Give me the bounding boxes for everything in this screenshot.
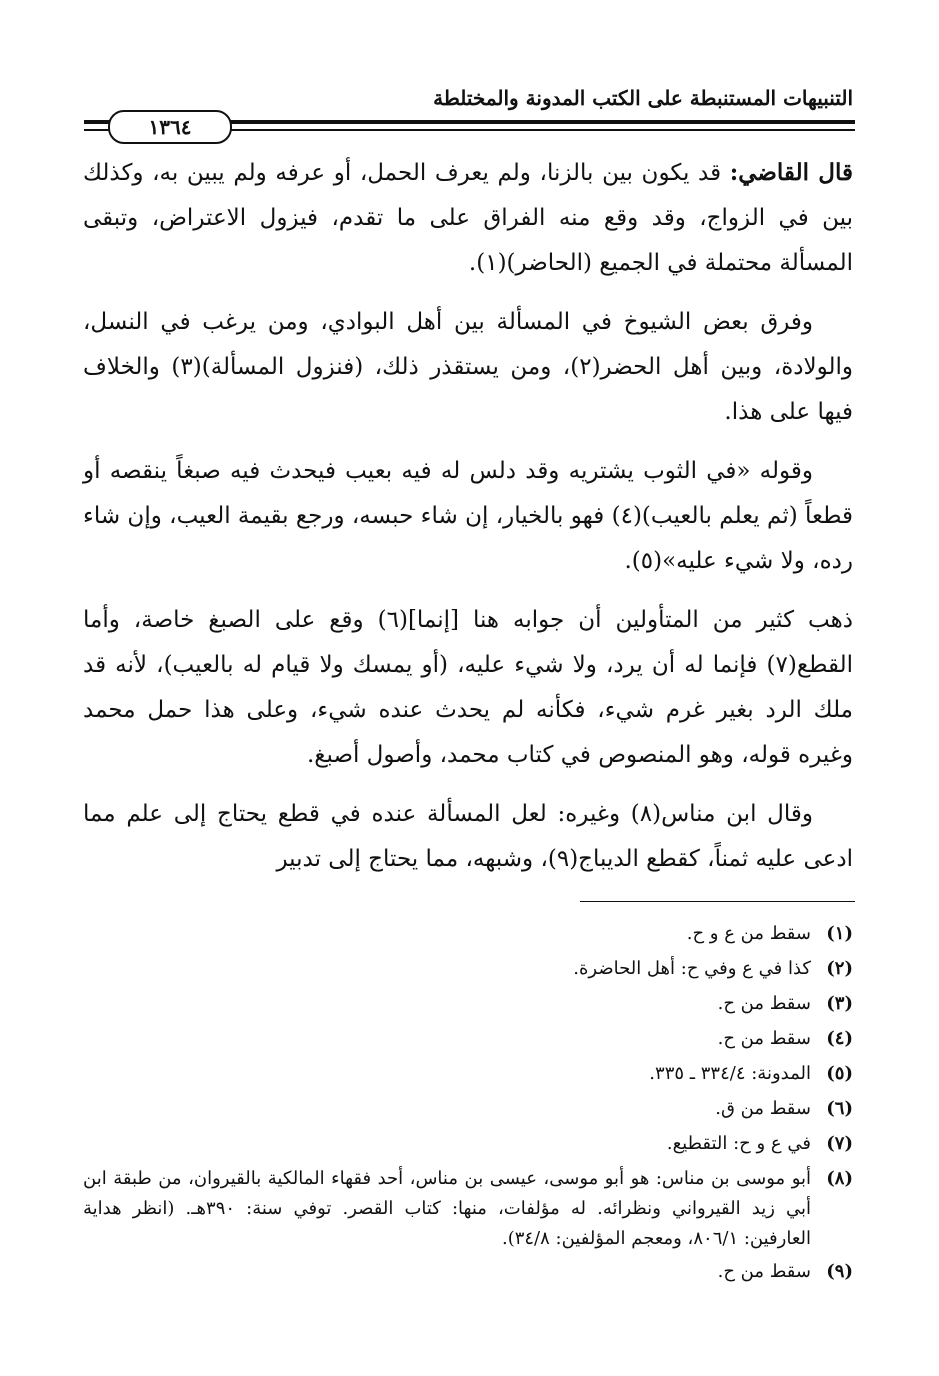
footnote-number: (٨) [826, 1168, 853, 1189]
footnote-number: (٢) [826, 958, 853, 979]
footnote-text: سقط من ق. [715, 1098, 811, 1119]
footnote-separator [580, 901, 855, 902]
footnote [83, 1161, 853, 1254]
footnote [83, 1126, 853, 1161]
footnote-text: في ع و ح: التقطيع. [666, 1133, 811, 1154]
paragraph-5: وقال ابن مناس(٨) وغيره: لعل المسألة عنده في قطع يحتاج إلى علم مما ادعى عليه ثمناً، كقطع الديباج(٩)، وشبهه، مما يحتاج إلى تدبير [83, 801, 853, 872]
footnote-number: (٩) [826, 1261, 853, 1282]
main-text [83, 150, 853, 896]
footnote-number: (٣) [826, 993, 853, 1014]
footnote [83, 1056, 853, 1091]
footnote-text: المدونة: ٣٣٤/٤ ـ ٣٣٥. [649, 1063, 811, 1084]
footnote-text: أبو موسى بن مناس: هو أبو موسى، عيسى بن مناس، أحد فقهاء المالكية بالقيروان، من طبقة ابن أبي زيد القيرواني ونظرائه. له مؤلفات، منها: كتاب القصر. توفي سنة: ٣٩٠هـ. (انظر هداية العارفين: ٨٠٦/١، ومعجم المؤلفين: ٣٤/٨). [83, 1168, 812, 1249]
footnote [83, 986, 853, 1021]
footnote [83, 1021, 853, 1056]
footnote-number: (٧) [826, 1133, 853, 1154]
footnote-number: (١) [826, 923, 853, 944]
paragraph-3: وقوله «في الثوب يشتريه وقد دلس له فيه بعيب فيحدث فيه صبغاً ينقصه أو قطعاً (ثم يعلم بالعيب)(٤) فهو بالخيار، إن شاء حبسه، ورجع بقيمة العيب، وإن شاء رده، ولا شيء عليه»(٥). [83, 458, 853, 574]
footnote-number: (٥) [826, 1063, 853, 1084]
page-number: ١٣٦٤ [108, 110, 232, 144]
footnote-number: (٤) [826, 1028, 853, 1049]
footnote [83, 951, 853, 986]
footnote-text: سقط من ح. [717, 1028, 811, 1049]
footnote-text: سقط من ح. [717, 993, 811, 1014]
footnote [83, 1091, 853, 1126]
footnote-text: سقط من ح. [717, 1261, 811, 1282]
footnote-text: كذا في ع وفي ح: أهل الحاضرة. [573, 958, 811, 979]
footnotes [83, 916, 853, 1289]
footnote-number: (٦) [826, 1098, 853, 1119]
footnote-text: سقط من ع و ح. [686, 923, 811, 944]
footnote [83, 916, 853, 951]
paragraph-2: وفرق بعض الشيوخ في المسألة بين أهل البوادي، ومن يرغب في النسل، والولادة، وبين أهل الحضر(٢)، ومن يستقذر ذلك، (فنزول المسألة)(٣) والخلاف فيها على هذا. [83, 309, 854, 425]
speaker-label: قال القاضي: [729, 159, 853, 186]
paragraph-1 [83, 150, 853, 286]
footnote [83, 1254, 853, 1289]
paragraph-text: قد يكون بين بالزنا، ولم يعرف الحمل، أو عرفه ولم يبين به، وكذلك بين في الزواج، وقد وقع منه الفراق على ما تقدم، فيزول الاعتراض، وتبقى المسألة محتملة في الجميع (الحاضر)(١). [83, 160, 853, 276]
running-title: التنبيهات المستنبطة على الكتب المدونة والمختلطة [433, 86, 853, 110]
paragraph-4: ذهب كثير من المتأولين أن جوابه هنا [إنما](٦) وقع على الصبغ خاصة، وأما القطع(٧) فإنما له أن يرد، ولا شيء عليه، (أو يمسك ولا قيام له بالعيب)، لأنه قد ملك الرد بغير غرم شيء، فكأنه لم يحدث عنده شيء، وعلى هذا حمل محمد وغيره قوله، وهو المنصوص في كتاب محمد، وأصول أصبغ. [83, 607, 853, 768]
